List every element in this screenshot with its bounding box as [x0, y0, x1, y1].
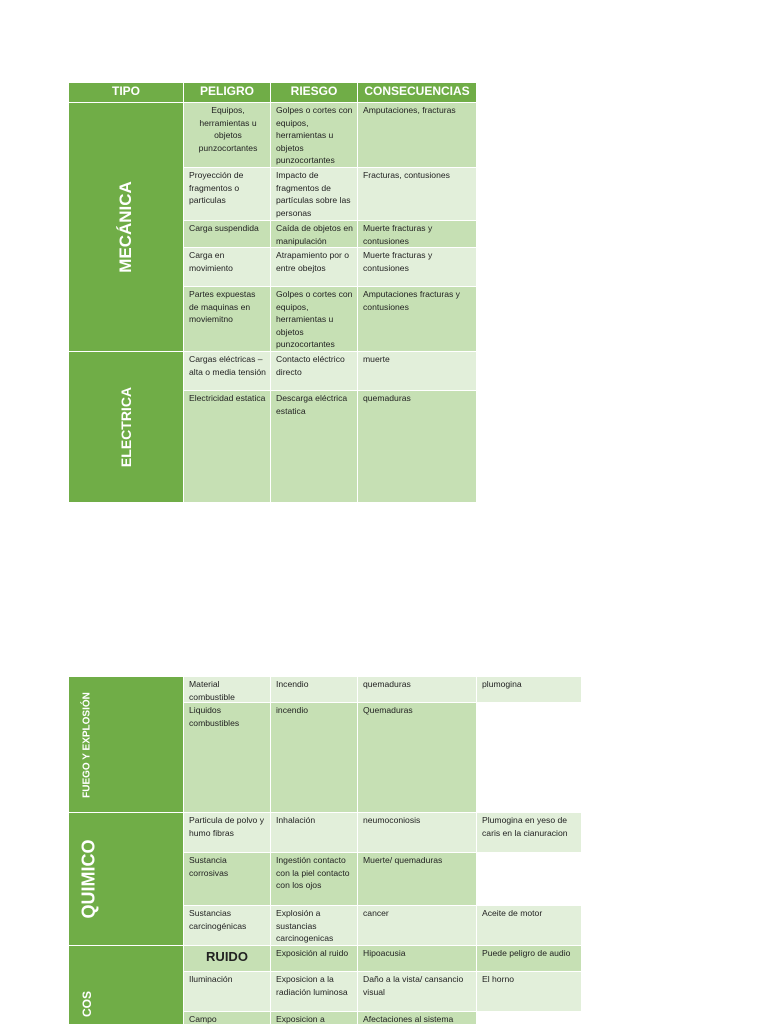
type-quimico — [69, 813, 183, 945]
table-cell: muerte — [358, 352, 476, 390]
header-riesgo: RIESGO — [271, 83, 357, 102]
table-cell: Impacto de fragmentos de partículas sobre las personas — [271, 168, 357, 220]
table-cell: Carga en movimiento — [184, 248, 270, 286]
table-cell: Aceite de motor — [477, 906, 581, 945]
table-cell: Fracturas, contusiones — [358, 168, 476, 220]
header-peligro: PELIGRO — [184, 83, 270, 102]
table-cell: Material combustible — [184, 677, 270, 702]
table-cell: Iluminación — [184, 972, 270, 1011]
hazard-table-1 — [69, 83, 476, 502]
table-cell: Caída de objetos en manipulación — [271, 221, 357, 247]
type-label: MECÁNICA — [116, 181, 135, 273]
table-cell: Campo — [184, 1012, 270, 1024]
type-fuego-explosion — [69, 677, 183, 812]
table-cell: Muerte fracturas y contusiones — [358, 248, 476, 286]
type-electrica — [69, 352, 183, 502]
table-cell: Sustancia corrosivas — [184, 853, 270, 905]
table-cell: Muerte fracturas y contusiones — [358, 221, 476, 247]
table-cell: neumoconiosis — [358, 813, 476, 852]
table-cell: Proyección de fragmentos o particulas — [184, 168, 270, 220]
table-cell: Quemaduras — [358, 703, 476, 812]
table-cell: Contacto eléctrico directo — [271, 352, 357, 390]
hazard-table-2 — [69, 677, 581, 1024]
table-cell: Golpes o cortes con equipos, herramientas u objetos punzocortantes — [271, 287, 357, 351]
table-cell: Plumogina en yeso de caris en la cianuracion — [477, 813, 581, 852]
table-cell: Inhalación — [271, 813, 357, 852]
table-cell-ruido: RUIDO — [184, 946, 270, 971]
table-cell: El horno — [477, 972, 581, 1011]
table-cell: plumogina — [477, 677, 581, 702]
table-cell: Particula de polvo y humo fibras — [184, 813, 270, 852]
table-cell: Exposicion a la radiación luminosa — [271, 972, 357, 1011]
type-label: FUEGO Y EXPLOSIÓN — [81, 691, 93, 798]
table-cell: Exposicion a — [271, 1012, 357, 1024]
table-cell: Cargas eléctricas – alta o media tensión — [184, 352, 270, 390]
table-cell: Partes expuestas de maquinas en moviemitno — [184, 287, 270, 351]
table-cell: Golpes o cortes con equipos, herramientas u objetos punzocortantes — [271, 103, 357, 167]
table-cell: Explosión a sustancias carcinogenicas — [271, 906, 357, 945]
table-cell: Incendio — [271, 677, 357, 702]
type-label: ELECTRICA — [118, 386, 134, 468]
type-mecanica — [69, 103, 183, 351]
table-cell: Amputaciones fracturas y contusiones — [358, 287, 476, 351]
type-label: QUIMICO — [78, 839, 99, 919]
table-cell: quemaduras — [358, 391, 476, 502]
header-tipo: TIPO — [69, 83, 183, 102]
table-cell — [477, 853, 581, 905]
table-cell: incendio — [271, 703, 357, 812]
table-cell: Ingestión contacto con la piel contacto con los ojos — [271, 853, 357, 905]
table-cell: Descarga eléctrica estatica — [271, 391, 357, 502]
table-cell — [477, 1012, 581, 1024]
table-cell: Amputaciones, fracturas — [358, 103, 476, 167]
table-cell: Sustancias carcinogénicas — [184, 906, 270, 945]
type-fisicos — [69, 946, 183, 1024]
type-label: COS — [80, 990, 94, 1018]
table-cell: Atrapamiento por o entre obejtos — [271, 248, 357, 286]
table-cell: Hipoacusia — [358, 946, 476, 971]
header-consecuencias: CONSECUENCIAS — [358, 83, 476, 102]
table-cell: Equipos, herramientas u objetos punzocortantes — [184, 103, 270, 167]
table-cell: Muerte/ quemaduras — [358, 853, 476, 905]
table-cell: Liquidos combustibles — [184, 703, 270, 812]
table-cell: Afectaciones al sistema — [358, 1012, 476, 1024]
table-cell: Exposición al ruido — [271, 946, 357, 971]
table-cell — [477, 703, 581, 812]
table-cell: cancer — [358, 906, 476, 945]
table-cell: quemaduras — [358, 677, 476, 702]
table-cell: Electricidad estatica — [184, 391, 270, 502]
table-cell: Daño a la vista/ cansancio visual — [358, 972, 476, 1011]
table-cell: Puede peligro de audio — [477, 946, 581, 971]
table-cell: Carga suspendida — [184, 221, 270, 247]
